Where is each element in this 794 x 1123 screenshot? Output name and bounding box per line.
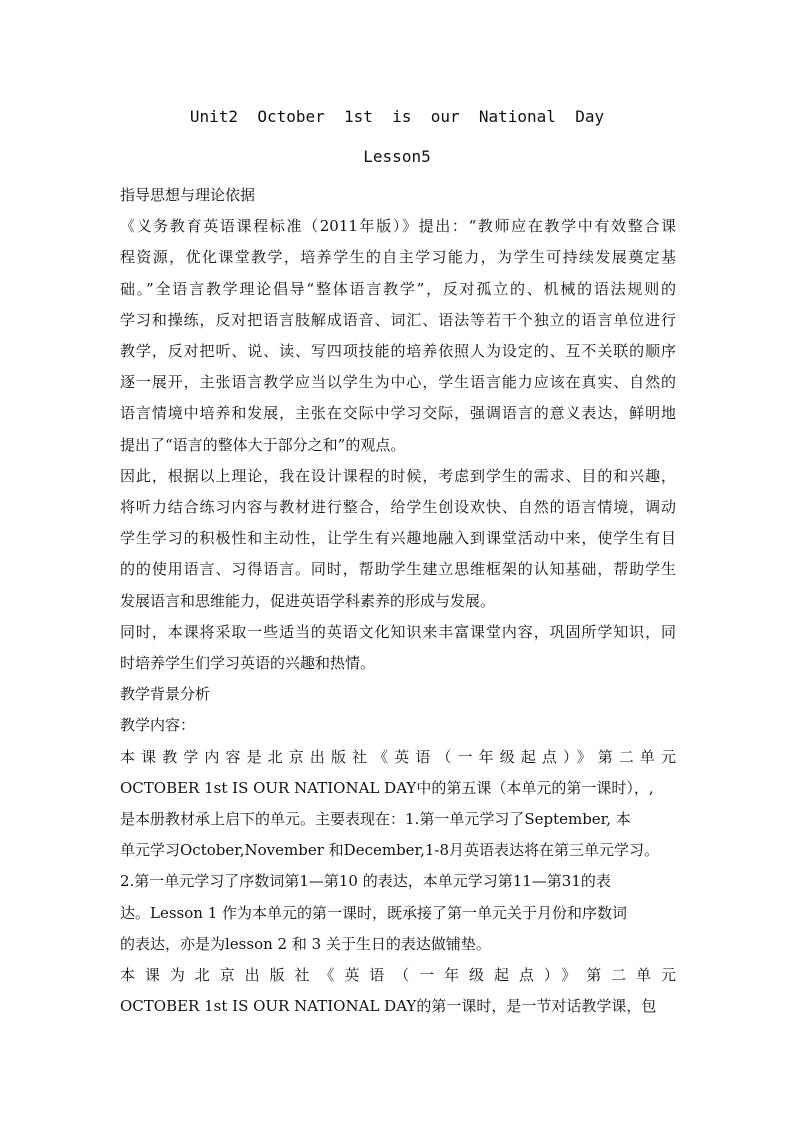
paragraph-line: OCTOBER 1st IS OUR NATIONAL DAY的第一课时，是一节对话教学课，包 [120, 997, 657, 1016]
paragraph-line: 因此，根据以上理论，我在设计课程的时候，考虑到学生的需求、目的和兴趣， [120, 466, 676, 485]
paragraph-line: 时培养学生们学习英语的兴趣和热情。 [120, 654, 376, 673]
paragraph-line: 是本册教材承上启下的单元。主要表现在：1.第一单元学习了September, 本 [120, 810, 631, 829]
document-title: Unit2 October 1st is our National Day [189, 107, 605, 126]
paragraph-line: 程资源，优化课堂教学，培养学生的自主学习能力，为学生可持续发展奠定基 [120, 248, 676, 267]
paragraph-line: 单元学习October,November 和December,1-8月英语表达将在第三单元学习。 [120, 841, 660, 860]
paragraph-line: 学习和操练，反对把语言肢解成语音、词汇、语法等若干个独立的语言单位进行 [120, 310, 676, 329]
paragraph-line: 本课为北京出版社《英语（一年级起点）》第二单元 [120, 966, 676, 985]
document-body [120, 180, 676, 1022]
paragraph-line: OCTOBER 1st IS OUR NATIONAL DAY中的第五课（本单元的第一课时），, [120, 778, 654, 797]
paragraph-line: 础。”全语言教学理论倡导“整体语言教学”，反对孤立的、机械的语法规则的 [120, 279, 676, 298]
section-heading: 指导思想与理论依据 [120, 186, 256, 204]
paragraph-line: 语言情境中培养和发展，主张在交际中学习交际，强调语言的意义表达，鲜明地 [120, 404, 676, 423]
paragraph-line: 学生学习的积极性和主动性，让学生有兴趣地融入到课堂活动中来，使学生有目 [120, 529, 676, 548]
paragraph-line: 本课教学内容是北京出版社《英语（一年级起点）》第二单元 [120, 747, 676, 766]
paragraph-line: 《义务教育英语课程标准（2011年版）》提出：“教师应在教学中有效整合课 [120, 217, 676, 236]
paragraph-line: 提出了“语言的整体大于部分之和”的观点。 [120, 435, 406, 454]
section-heading: 教学背景分析 [120, 685, 211, 704]
paragraph-line: 教学，反对把听、说、读、写四项技能的培养依照人为设定的、互不关联的顺序 [120, 342, 676, 361]
paragraph-line: 2.第一单元学习了序数词第1—第10 的表达，本单元学习第11—第31的表 [120, 872, 611, 891]
paragraph-line: 的表达，亦是为lesson 2 和 3 关于生日的表达做铺垫。 [120, 934, 491, 953]
paragraph-line: 同时，本课将采取一些适当的英语文化知识来丰富课堂内容，巩固所学知识，同 [120, 622, 676, 641]
paragraph-line: 将听力结合练习内容与教材进行整合，给学生创设欢快、自然的语言情境，调动 [120, 498, 676, 517]
document-subtitle: Lesson5 [363, 147, 431, 166]
subsection-heading: 教学内容： [120, 716, 196, 735]
paragraph-line: 逐一展开，主张语言教学应当以学生为中心，学生语言能力应该在真实、自然的 [120, 373, 676, 392]
paragraph-line: 达。Lesson 1 作为本单元的第一课时，既承接了第一单元关于月份和序数词 [120, 903, 628, 922]
paragraph-line: 发展语言和思维能力，促进英语学科素养的形成与发展。 [120, 591, 496, 610]
paragraph-line: 的的使用语言、习得语言。同时，帮助学生建立思维框架的认知基础，帮助学生 [120, 560, 676, 579]
